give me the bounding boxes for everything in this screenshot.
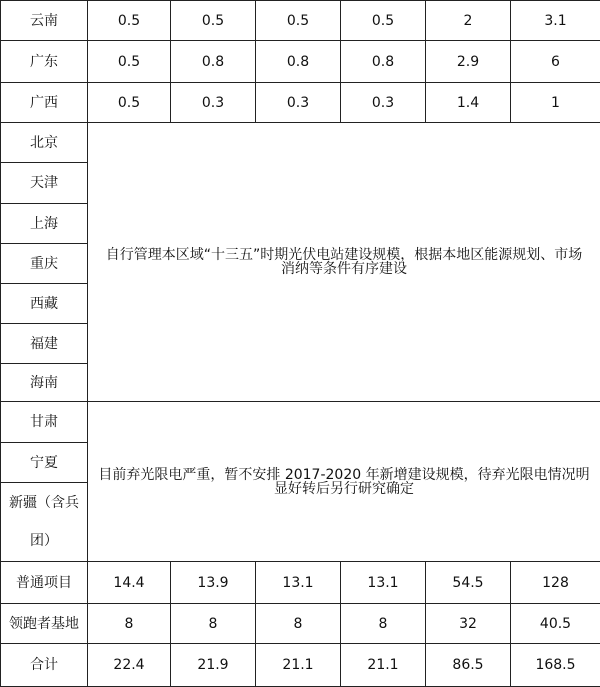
value-cell: 0.3 (341, 83, 426, 123)
region-cell: 重庆 (1, 244, 88, 284)
region-line: 团） (30, 533, 58, 549)
value-cell: 8 (88, 604, 171, 644)
note-line: 显好转后另行研究确定 (274, 481, 414, 497)
region-cell: 海南 (1, 364, 88, 402)
value-cell: 3.1 (511, 1, 600, 41)
table-row (1, 644, 600, 687)
value-cell: 8 (256, 604, 341, 644)
value-cell: 8 (171, 604, 256, 644)
value-cell: 14.4 (88, 562, 171, 604)
region-cell: 北京 (1, 123, 88, 163)
value-cell: 13.1 (341, 562, 426, 604)
value-cell: 0.5 (88, 83, 171, 123)
table-row (1, 123, 600, 163)
value-cell: 2.9 (426, 41, 511, 83)
value-cell: 40.5 (511, 604, 600, 644)
table-row (1, 604, 600, 644)
value-cell: 13.9 (171, 562, 256, 604)
value-cell: 0.8 (341, 41, 426, 83)
note-line: 目前弃光限电严重，暂不安排 2017-2020 年新增建设规模，待弃光限电情况明 (98, 467, 589, 483)
value-cell: 0.8 (171, 41, 256, 83)
value-cell: 21.9 (171, 644, 256, 687)
value-cell: 0.5 (88, 1, 171, 41)
value-cell: 0.8 (256, 41, 341, 83)
value-cell: 0.5 (171, 1, 256, 41)
table-row (1, 41, 600, 83)
value-cell: 13.1 (256, 562, 341, 604)
table-row (1, 83, 600, 123)
value-cell: 32 (426, 604, 511, 644)
value-cell: 8 (341, 604, 426, 644)
note-line: 自行管理本区域“十三五”时期光伏电站建设规模，根据本地区能源规划、市场 (106, 247, 583, 263)
table-row (1, 562, 600, 604)
region-cell (1, 483, 88, 562)
region-cell: 广东 (1, 41, 88, 83)
region-cell: 上海 (1, 204, 88, 244)
region-cell: 云南 (1, 1, 88, 41)
region-cell: 广西 (1, 83, 88, 123)
value-cell: 1 (511, 83, 600, 123)
value-cell: 168.5 (511, 644, 600, 687)
table-row (1, 402, 600, 443)
value-cell: 0.5 (341, 1, 426, 41)
value-cell: 0.3 (256, 83, 341, 123)
value-cell: 54.5 (426, 562, 511, 604)
value-cell: 0.3 (171, 83, 256, 123)
region-cell: 天津 (1, 163, 88, 204)
region-cell: 宁夏 (1, 443, 88, 483)
value-cell: 86.5 (426, 644, 511, 687)
value-cell: 2 (426, 1, 511, 41)
value-cell: 0.5 (88, 41, 171, 83)
table-row (1, 1, 600, 41)
region-cell: 西藏 (1, 284, 88, 324)
region-cell: 福建 (1, 324, 88, 364)
region-cell: 普通项目 (1, 562, 88, 604)
value-cell: 0.5 (256, 1, 341, 41)
value-cell: 1.4 (426, 83, 511, 123)
note-cell (88, 402, 600, 562)
region-line: 新疆（含兵 (9, 495, 79, 511)
value-cell: 128 (511, 562, 600, 604)
note-line: 消纳等条件有序建设 (281, 261, 407, 277)
value-cell: 21.1 (341, 644, 426, 687)
region-cell: 领跑者基地 (1, 604, 88, 644)
value-cell: 6 (511, 41, 600, 83)
value-cell: 21.1 (256, 644, 341, 687)
value-cell: 22.4 (88, 644, 171, 687)
note-cell (88, 123, 600, 402)
region-cell: 甘肃 (1, 402, 88, 443)
region-cell: 合计 (1, 644, 88, 687)
